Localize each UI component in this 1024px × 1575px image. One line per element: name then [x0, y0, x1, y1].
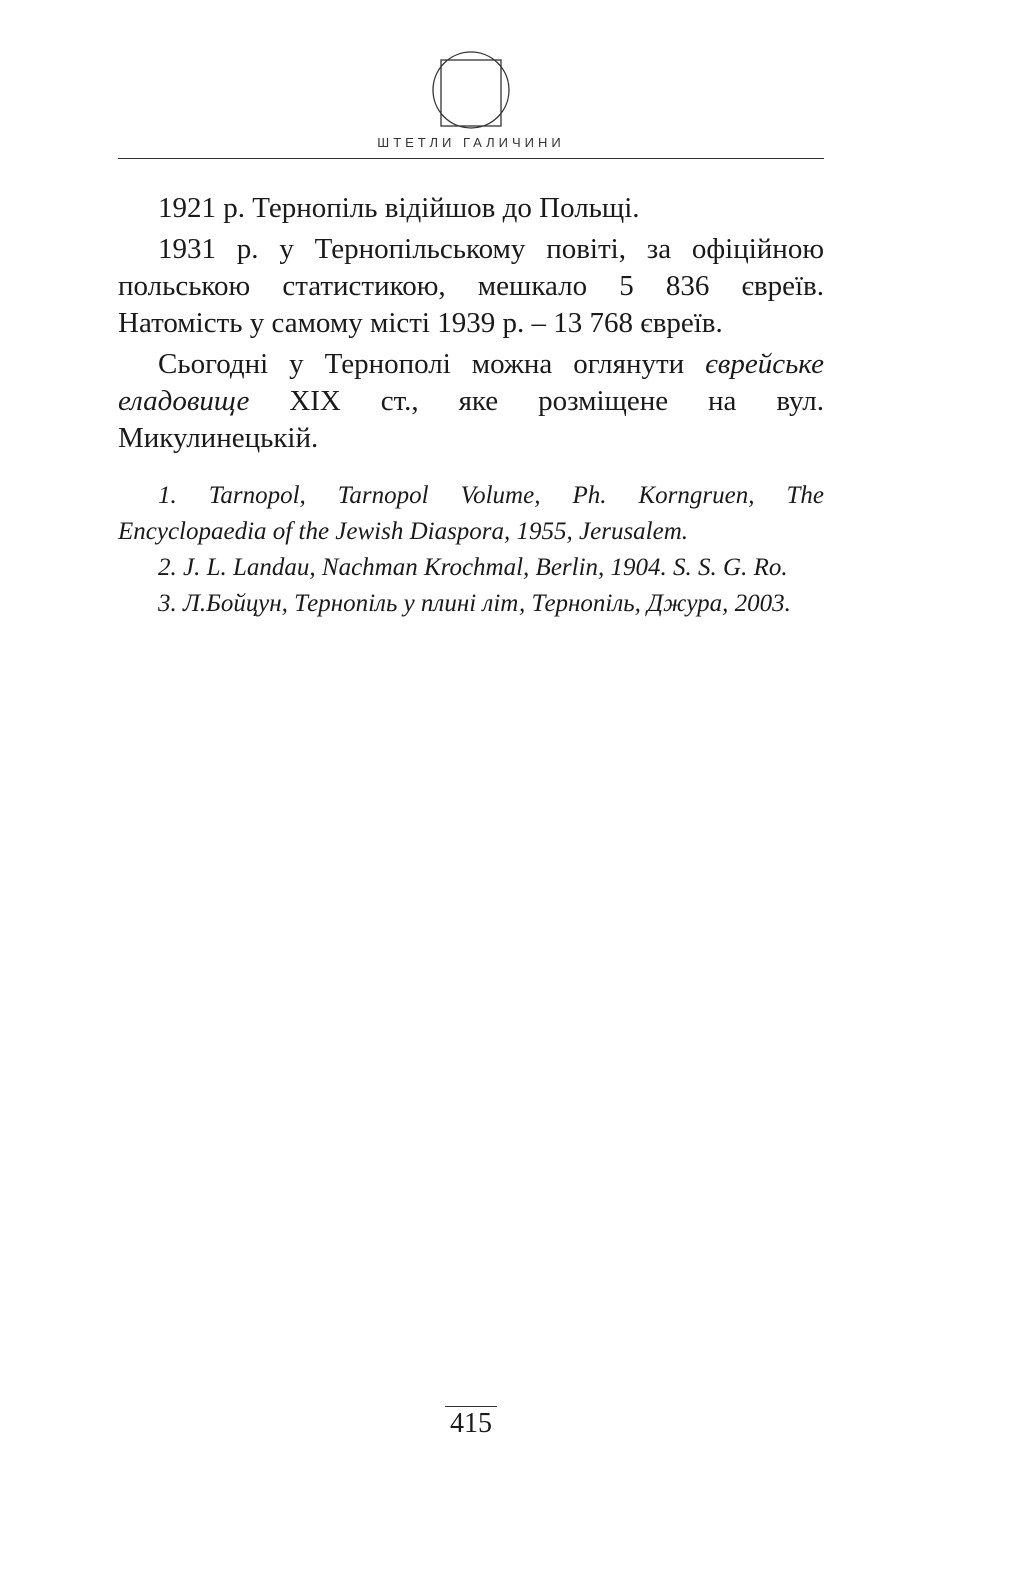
reference-item: 1. Tarnopol, Tarnopol Volume, Ph. Korngruen, The Encyclopaedia of the Jewish Diaspora, 1955, Jerusalem. — [118, 482, 824, 545]
paragraph-1: 1921 р. Тернопіль відійшов до Польщі. — [158, 192, 640, 224]
paragraph-2: 1931 р. у Тернопільському повіті, за офіційною польською статистикою, мешкало 5 836 євреїв. Натомість у самому місті 1939 р. – 13 768 євреїв. — [118, 233, 824, 339]
paragraph-3-start: Сьогодні у Тернополі можна оглянути — [158, 348, 706, 380]
references-list — [118, 478, 824, 622]
paragraph-3 — [118, 346, 824, 457]
header-divider — [118, 158, 824, 159]
running-header-title: ШТЕТЛИ ГАЛИЧИНИ — [377, 135, 565, 150]
reference-item: 2. J. L. Landau, Nachman Krochmal, Berlin, 1904. S. S. G. Ro. — [158, 554, 788, 581]
paragraph-3-italic: єврейське еладовище — [118, 348, 824, 417]
reference-item: 3. Л.Бойцун, Тернопіль у плині літ, Тернопіль, Джура, 2003. — [158, 590, 791, 617]
page-number: 415 — [445, 1406, 497, 1441]
main-text — [118, 190, 824, 457]
series-logo-icon — [431, 50, 511, 130]
paragraph-3-end: XIX ст., яке розміщене на вул. Микулинецькій. — [118, 385, 824, 454]
